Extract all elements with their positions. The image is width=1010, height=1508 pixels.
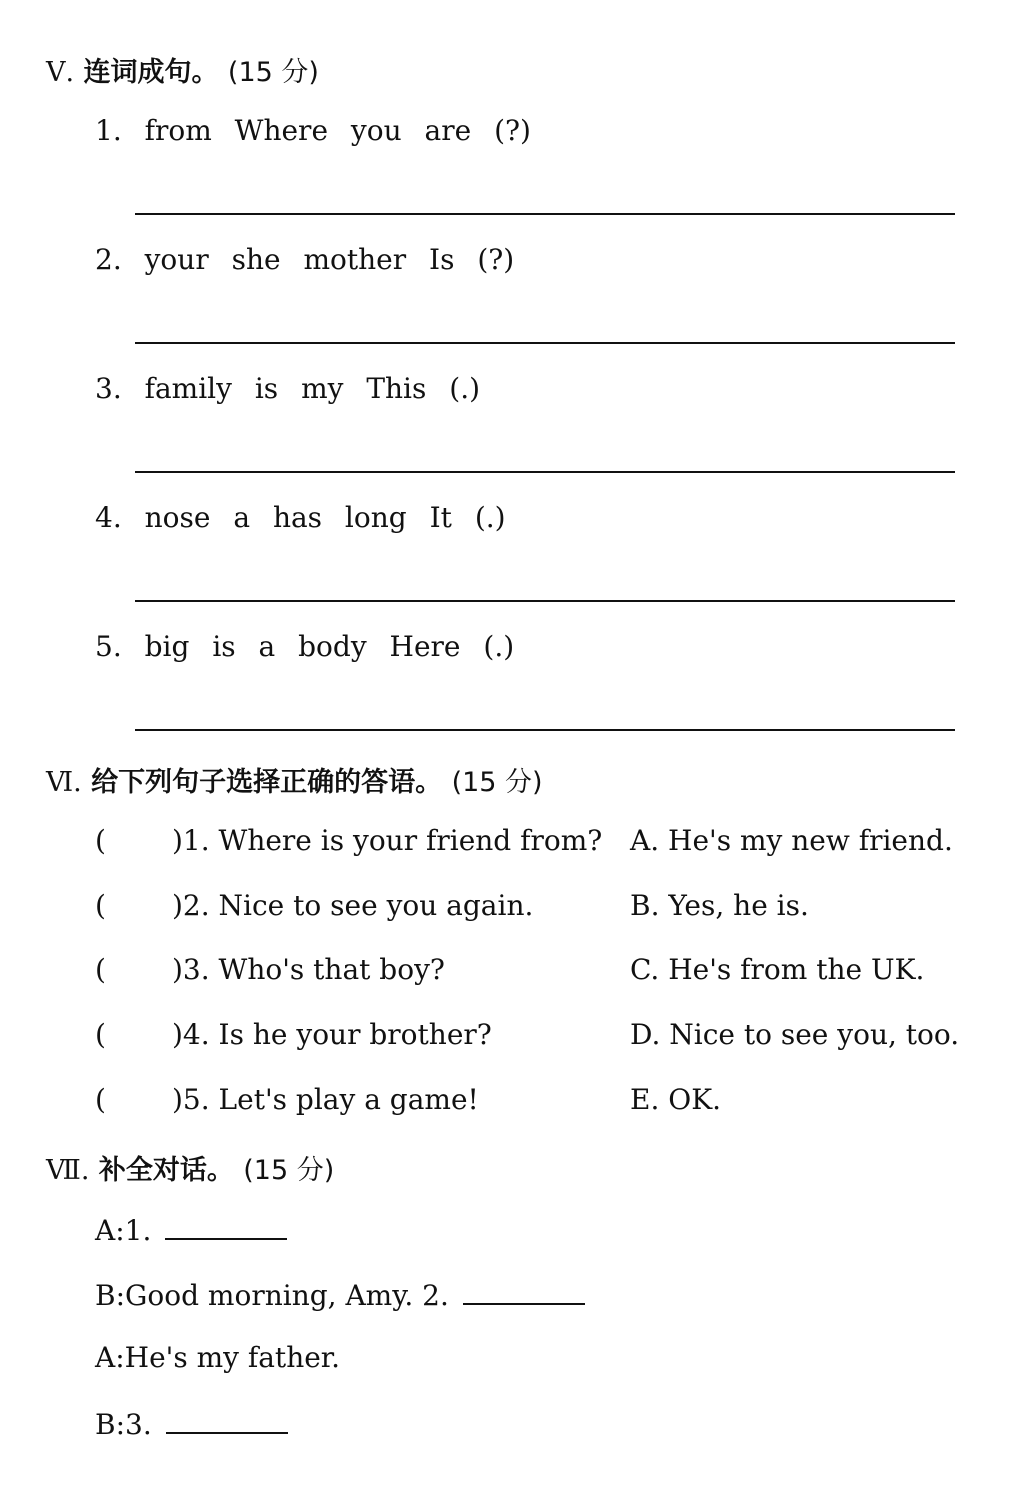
dialog-line-2-text: B:Good morning, Amy. 2. [95, 1279, 449, 1312]
section-5-title [46, 50, 319, 89]
dialog-line-3-text: A:He's my father. [95, 1341, 340, 1374]
reorder-question-2: 2. your she mother Is (?) [95, 243, 515, 276]
match-row-2 [95, 889, 965, 929]
dialog-line-1 [95, 1212, 287, 1247]
section-6-points: (15 分) [451, 767, 543, 798]
answer-paren-1[interactable]: ( [95, 824, 106, 857]
answer-paren-3[interactable]: ( [95, 953, 106, 986]
match-question-3: )3. Who's that boy? [172, 953, 445, 986]
answer-line-5[interactable] [135, 729, 955, 731]
dialog-blank-1[interactable] [165, 1212, 287, 1240]
section-5-roman: Ⅴ. [46, 57, 75, 88]
reorder-question-4: 4. nose a has long It (.) [95, 501, 506, 534]
dialog-blank-2[interactable] [463, 1277, 585, 1305]
reorder-question-3: 3. family is my This (.) [95, 372, 481, 405]
match-option-e: E. OK. [630, 1083, 722, 1116]
match-row-4 [95, 1018, 965, 1058]
match-option-b: B. Yes, he is. [630, 889, 809, 922]
section-5-points: (15 分) [227, 57, 319, 88]
section-6-title [46, 760, 543, 799]
answer-line-2[interactable] [135, 342, 955, 344]
match-row-3 [95, 953, 965, 993]
section-7-title [46, 1148, 334, 1187]
answer-line-3[interactable] [135, 471, 955, 473]
dialog-blank-3[interactable] [166, 1406, 288, 1434]
match-question-5: )5. Let's play a game! [172, 1083, 479, 1116]
section-7-heading: 补全对话。 [98, 1155, 234, 1186]
match-option-d: D. Nice to see you, too. [630, 1018, 960, 1051]
section-7-roman: Ⅶ. [46, 1155, 90, 1186]
dialog-line-1-text: A:1. [95, 1214, 152, 1247]
section-7-points: (15 分) [243, 1155, 335, 1186]
reorder-question-5: 5. big is a body Here (.) [95, 630, 515, 663]
dialog-line-3 [95, 1341, 340, 1374]
section-6-roman: Ⅵ. [46, 767, 82, 798]
section-5-heading: 连词成句。 [83, 57, 219, 88]
match-row-5 [95, 1083, 965, 1123]
match-row-1 [95, 824, 965, 864]
match-question-2: )2. Nice to see you again. [172, 889, 534, 922]
match-question-4: )4. Is he your brother? [172, 1018, 492, 1051]
match-question-1: )1. Where is your friend from? [172, 824, 603, 857]
reorder-question-1: 1. from Where you are (?) [95, 114, 531, 147]
match-option-c: C. He's from the UK. [630, 953, 925, 986]
answer-paren-5[interactable]: ( [95, 1083, 106, 1116]
answer-line-4[interactable] [135, 600, 955, 602]
section-6-heading: 给下列句子选择正确的答语。 [91, 767, 443, 798]
dialog-line-4 [95, 1406, 288, 1441]
match-option-a: A. He's my new friend. [630, 824, 953, 857]
answer-paren-4[interactable]: ( [95, 1018, 106, 1051]
answer-line-1[interactable] [135, 213, 955, 215]
answer-paren-2[interactable]: ( [95, 889, 106, 922]
dialog-line-4-text: B:3. [95, 1408, 152, 1441]
dialog-line-2 [95, 1277, 585, 1312]
